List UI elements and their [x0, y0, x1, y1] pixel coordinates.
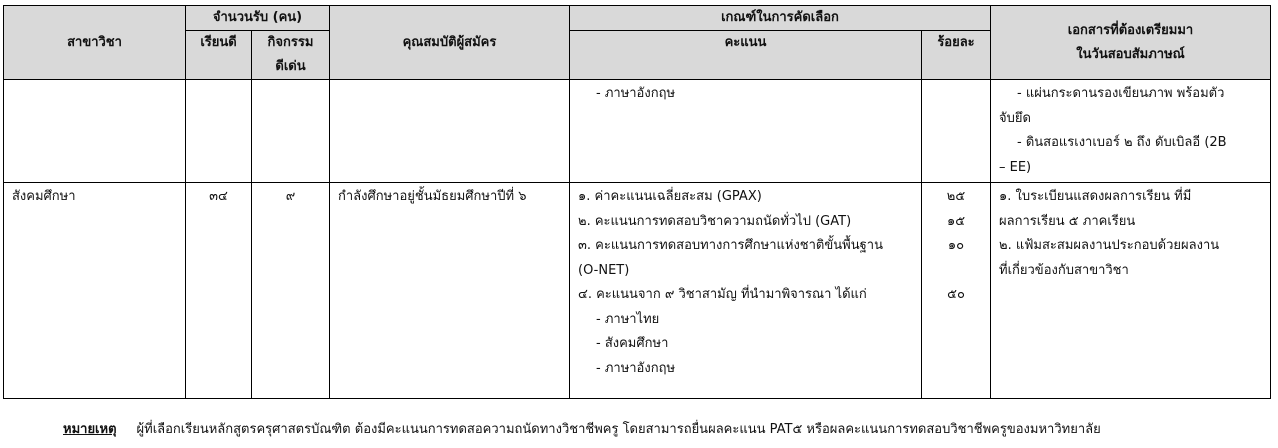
qualification-cell	[330, 80, 570, 183]
document-line: จับยึด	[999, 110, 1031, 126]
header-intake-activity-line1: กิจกรรม	[267, 35, 314, 50]
header-intake-activity-line2: ดีเด่น	[275, 59, 306, 74]
activity-count-cell: ๙	[252, 183, 330, 399]
criteria-line: - สังคมศึกษา	[596, 336, 669, 351]
percent-value: ๕๐	[947, 287, 965, 302]
document-line: – EE)	[999, 159, 1032, 175]
header-documents	[991, 6, 1271, 80]
study-count-cell: ๓๔	[186, 183, 252, 399]
criteria-line: - ภาษาอังกฤษ	[596, 360, 676, 376]
admission-table	[3, 5, 1271, 399]
documents-cell	[991, 183, 1271, 399]
table-row	[4, 80, 1271, 183]
footnote	[63, 418, 1101, 439]
header-subject: สาขาวิชา	[4, 6, 186, 80]
criteria-line: - ภาษาไทย	[596, 311, 660, 327]
header-criteria-score: คะแนน	[570, 31, 922, 80]
criteria-line: ๑. ค่าคะแนนเฉลี่ยสะสม (GPAX)	[578, 189, 762, 204]
document-line: ๒. แฟ้มสะสมผลงานประกอบด้วยผลงาน	[999, 238, 1220, 253]
criteria-line: - ภาษาอังกฤษ	[596, 86, 676, 101]
criteria-cell	[570, 183, 922, 399]
document-line: - ดินสอแรเงาเบอร์ ๒ ถึง ดับเบิลอี (2B	[1017, 135, 1227, 150]
percent-value: ๑๕	[946, 213, 966, 229]
percent-value	[930, 259, 982, 284]
criteria-line: ๓. คะแนนการทดสอบทางการศึกษาแห่งชาติขั้นพื้นฐาน	[578, 238, 883, 253]
header-intake-study: เรียนดี	[186, 31, 252, 80]
header-intake: จำนวนรับ (คน)	[186, 6, 330, 31]
document-line: ๑. ใบระเบียนแสดงผลการเรียน ที่มี	[999, 189, 1192, 204]
criteria-line: ๔. คะแนนจาก ๙ วิชาสามัญ ที่นำมาพิจารณา ได้แก่	[578, 287, 867, 302]
percent-cell	[922, 80, 991, 183]
percent-value: ๒๕	[946, 189, 966, 204]
qualification-cell: กำลังศึกษาอยู่ชั้นมัธยมศึกษาปีที่ ๖	[330, 183, 570, 399]
header-qualifications: คุณสมบัติผู้สมัคร	[330, 6, 570, 80]
subject-cell	[4, 80, 186, 183]
document-line: ที่เกี่ยวข้องกับสาขาวิชา	[999, 262, 1129, 278]
documents-cell	[991, 80, 1271, 183]
header-row-1	[4, 6, 1271, 31]
header-documents-line2: ในวันสอบสัมภาษณ์	[1076, 46, 1185, 62]
criteria-line: (O-NET)	[578, 262, 630, 278]
header-documents-line1: เอกสารที่ต้องเตรียมมา	[1067, 22, 1194, 38]
percent-cell	[922, 183, 991, 399]
document-line: - แผ่นกระดานรองเขียนภาพ พร้อมตัว	[1017, 86, 1225, 101]
study-count-cell	[186, 80, 252, 183]
header-criteria-percent: ร้อยละ	[922, 31, 991, 80]
footnote-text: ผู้ที่เลือกเรียนหลักสูตรครุศาสตรบัณฑิต ต้องมีคะแนนการทดสอความถนัดทางวิชาชีพครู โดยสามารถยื่นผลคะแนน PAT๕ หรือผลคะแนนการทดสอบวิชาชีพครูของมหาวิทยาลัย	[136, 422, 1101, 437]
activity-count-cell	[252, 80, 330, 183]
header-criteria: เกณฑ์ในการคัดเลือก	[570, 6, 991, 31]
subject-cell: สังคมศึกษา	[4, 183, 186, 399]
footnote-label: หมายเหตุ	[63, 422, 117, 437]
document-line: ผลการเรียน ๕ ภาคเรียน	[999, 213, 1136, 229]
header-intake-activity	[252, 31, 330, 80]
criteria-cell	[570, 80, 922, 183]
criteria-line: ๒. คะแนนการทดสอบวิชาความถนัดทั่วไป (GAT)	[578, 213, 852, 229]
percent-value: ๑๐	[947, 238, 965, 253]
table-row	[4, 183, 1271, 399]
